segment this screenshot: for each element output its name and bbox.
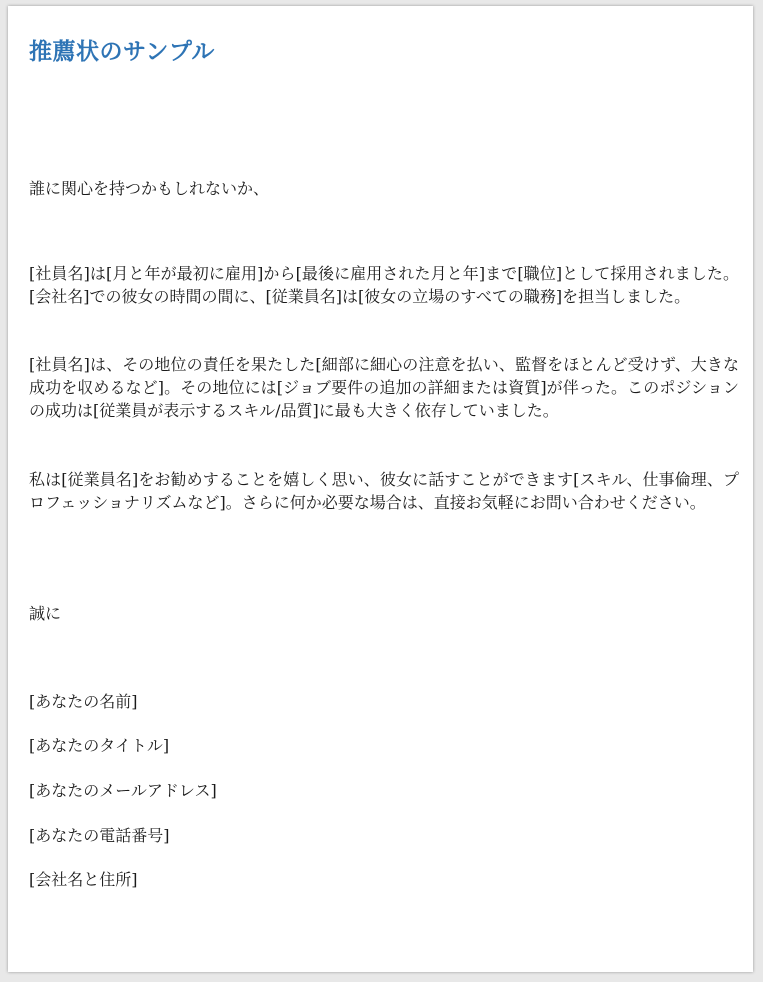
document-page (8, 6, 753, 972)
body-paragraph-2: [社員名]は、その地位の責任を果たした[細部に細心の注意を払い、監督をほとんど受けず、大きな成功を収めるなど]。その地位には[ジョブ要件の追加の詳細または資質]が伴った。このポジションの成功は[従業員が表示するスキル/品質]に最も大きく依存していました。 (29, 355, 739, 420)
closing: 誠に (29, 604, 62, 623)
signature-phone: [あなたの電話番号] (29, 826, 170, 845)
signature-title: [あなたのタイトル] (29, 736, 170, 755)
signature-company-address: [会社名と住所] (29, 870, 138, 889)
document-title: 推薦状のサンプル (29, 39, 215, 65)
salutation: 誰に関心を持つかもしれないか、 (29, 179, 270, 198)
body-paragraph-1: [社員名]は[月と年が最初に雇用]から[最後に雇用された月と年]まで[職位]として採用されました。[会社名]での彼女の時間の間に、[従業員名]は[彼女の立場のすべての職務]を担当しました。 (29, 264, 739, 306)
body-paragraph-3: 私は[従業員名]をお勧めすることを嬉しく思い、彼女に話すことができます[スキル、仕事倫理、プロフェッショナリズムなど]。さらに何か必要な場合は、直接お気軽にお問い合わせください。 (29, 470, 739, 512)
signature-name: [あなたの名前] (29, 692, 138, 711)
signature-email: [あなたのメールアドレス] (29, 781, 217, 800)
